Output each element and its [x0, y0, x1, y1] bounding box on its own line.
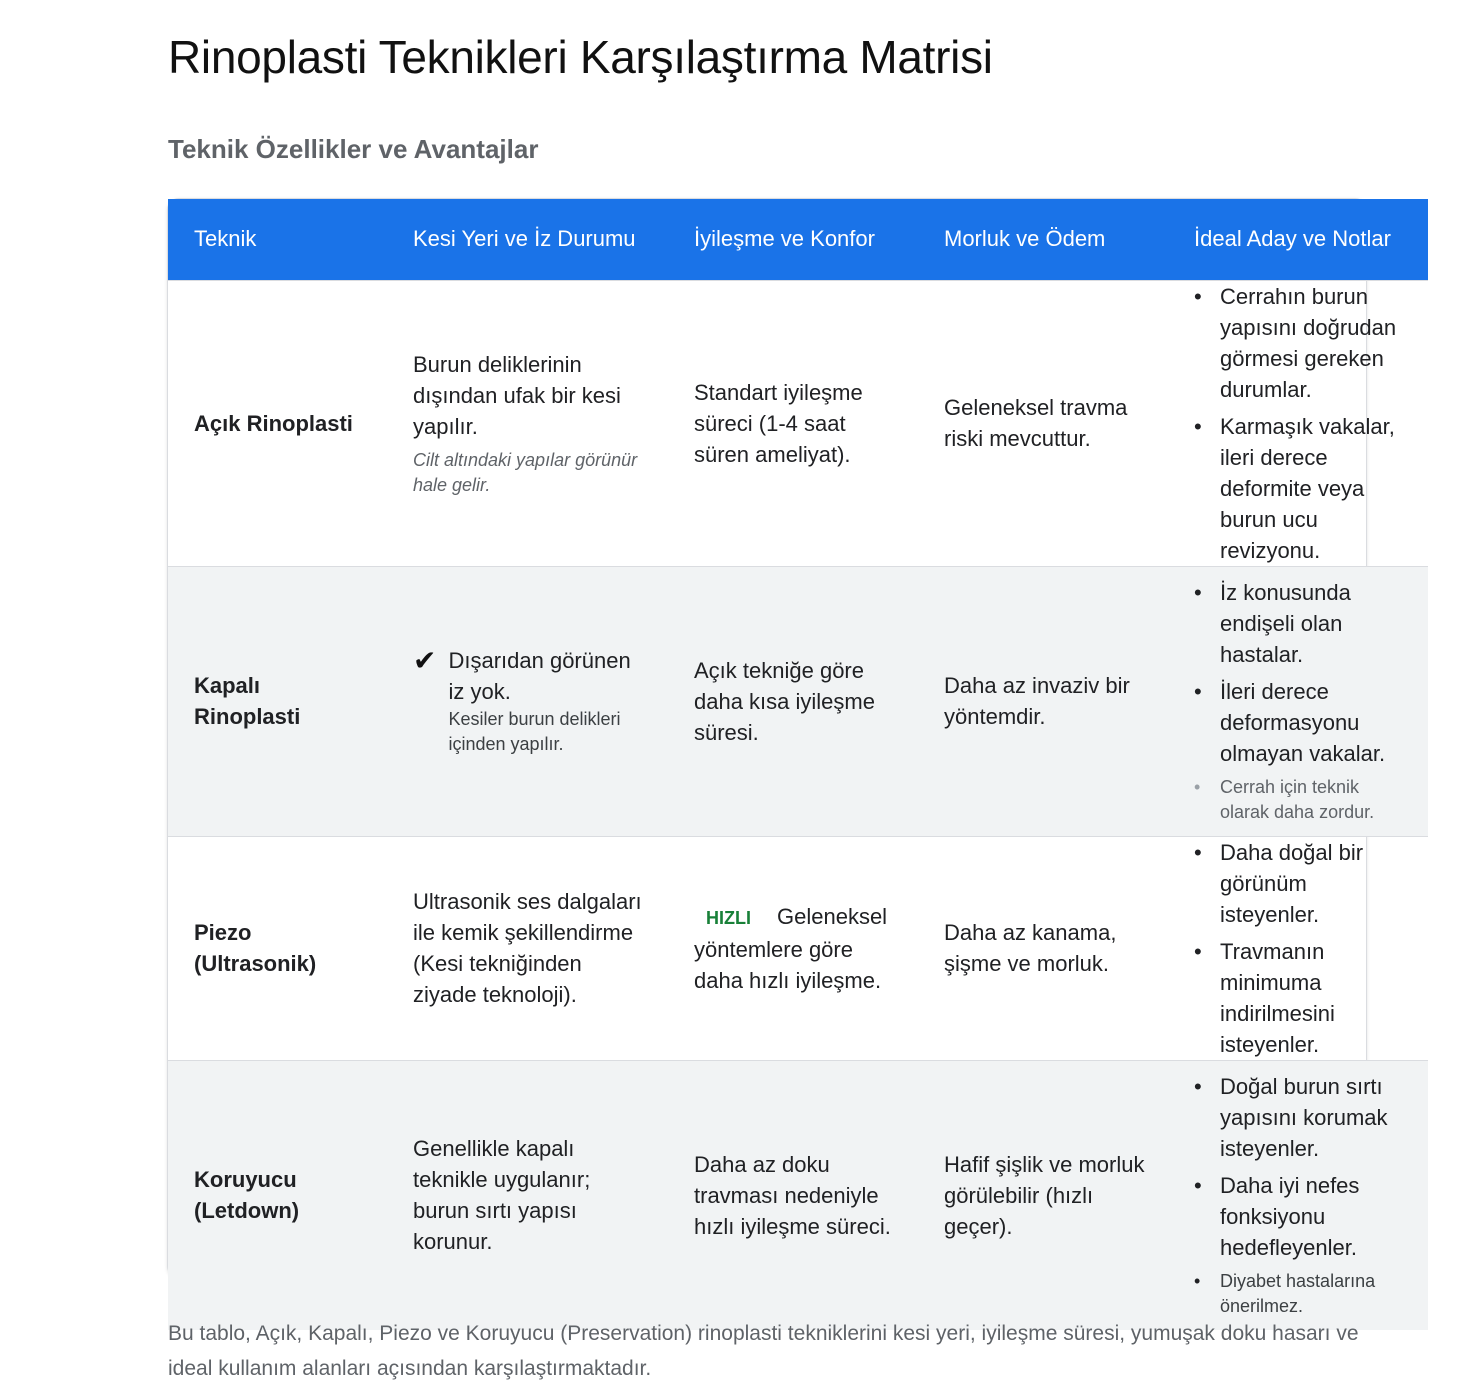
ideal-list: [1194, 281, 1408, 566]
incision-text: Burun deliklerinin dışından ufak bir kesi yapılır.: [413, 351, 621, 439]
list-item: • Doğal burun sırtı yapısını korumak isteyenler.: [1194, 1071, 1408, 1164]
incision-text: Dışarıdan görünen iz yok.: [448, 648, 631, 704]
bruising-cell: Geleneksel travma riski mevcuttur.: [944, 395, 1128, 451]
ideal-list: [1194, 837, 1408, 1060]
technique-cell: Kapalı Rinoplasti: [194, 673, 301, 729]
check-content: [448, 645, 648, 757]
list-item: • Daha iyi nefes fonksiyonu hedefleyenler.: [1194, 1170, 1408, 1263]
recovery-text: Geleneksel yöntemlere göre daha hızlı iyileşme.: [694, 903, 888, 993]
ideal-cell: [1168, 280, 1428, 566]
header-recovery: İyileşme ve Konfor: [694, 226, 875, 252]
header-technique: Teknik: [194, 226, 257, 252]
list-item-note: • Cerrah için teknik olarak daha zordur.: [1194, 775, 1408, 825]
list-item: • Cerrahın burun yapısını doğrudan görmesi gereken durumlar.: [1194, 281, 1408, 405]
incision-cell: Genellikle kapalı teknikle uygulanır; burun sırtı yapısı korunur.: [413, 1136, 591, 1255]
ideal-list: [1194, 577, 1408, 825]
ideal-list: [1194, 1071, 1408, 1319]
technique-cell: Koruyucu (Letdown): [194, 1167, 300, 1224]
bruising-cell: Hafif şişlik ve morluk görülebilir (hızlı geçer).: [944, 1151, 1145, 1239]
recovery-cell: [668, 836, 918, 1060]
page-title: Rinoplasti Teknikleri Karşılaştırma Matrisi: [168, 31, 993, 83]
list-item: • İz konusunda endişeli olan hastalar.: [1194, 577, 1408, 670]
table-row: [168, 280, 1428, 566]
technique-cell: Açık Rinoplasti: [194, 410, 353, 436]
list-item: • İleri derece deformasyonu olmayan vakalar.: [1194, 676, 1408, 769]
check-mark-icon: ✔: [413, 645, 437, 676]
section-subtitle: Teknik Özellikler ve Avantajlar: [168, 134, 539, 164]
header-incision: Kesi Yeri ve İz Durumu: [413, 226, 636, 252]
table-row: [168, 1060, 1428, 1330]
list-item: • Karmaşık vakalar, ileri derece deformite veya burun ucu revizyonu.: [1194, 411, 1408, 566]
bruising-cell: Daha az invaziv bir yöntemdir.: [944, 673, 1130, 729]
recovery-cell: Açık tekniğe göre daha kısa iyileşme süresi.: [694, 657, 875, 745]
incision-note: Kesiler burun delikleri içinden yapılır.: [448, 709, 621, 754]
list-item-note: • Diyabet hastalarına önerilmez.: [1194, 1269, 1408, 1319]
table-row: [168, 836, 1428, 1060]
comparison-table: [168, 199, 1428, 1330]
ideal-cell: [1168, 836, 1428, 1060]
comparison-table-card[interactable]: [167, 198, 1397, 1317]
ideal-cell: [1168, 566, 1428, 836]
header-bruising: Morluk ve Ödem: [944, 226, 1106, 252]
bruising-cell: Daha az kanama, şişme ve morluk.: [944, 920, 1117, 976]
technique-cell: Piezo (Ultrasonik): [194, 920, 317, 976]
incision-note: Cilt altındaki yapılar görünür hale gelir.: [413, 449, 638, 495]
check-item: [413, 645, 648, 757]
list-item: • Daha doğal bir görünüm isteyenler.: [1194, 837, 1408, 930]
incision-cell: [387, 566, 668, 836]
incision-cell: [387, 280, 668, 566]
recovery-cell: Standart iyileşme süreci (1-4 saat süren ameliyat).: [694, 379, 863, 467]
recovery-cell: Daha az doku travması nedeniyle hızlı iyileşme süreci.: [694, 1151, 891, 1239]
list-item: • Travmanın minimuma indirilmesini isteyenler.: [1194, 936, 1408, 1060]
table-caption: Bu tablo, Açık, Kapalı, Piezo ve Koruyucu (Preservation) rinoplasti tekniklerini kesi yeri, iyileşme süresi, yumuşak doku hasarı ve ideal kullanım alanları açısından karşılaştırmaktadır.: [168, 1322, 1359, 1380]
ideal-cell: [1168, 1060, 1428, 1330]
speed-badge: HIZLI: [694, 902, 763, 934]
header-ideal: İdeal Aday ve Notlar: [1194, 226, 1391, 252]
table-header-row: [168, 199, 1428, 280]
table-row: [168, 566, 1428, 836]
incision-cell: Ultrasonik ses dalgaları ile kemik şekillendirme (Kesi tekniğinden ziyade teknoloji).: [413, 889, 642, 1007]
table-scroll-area[interactable]: [168, 199, 1397, 1317]
